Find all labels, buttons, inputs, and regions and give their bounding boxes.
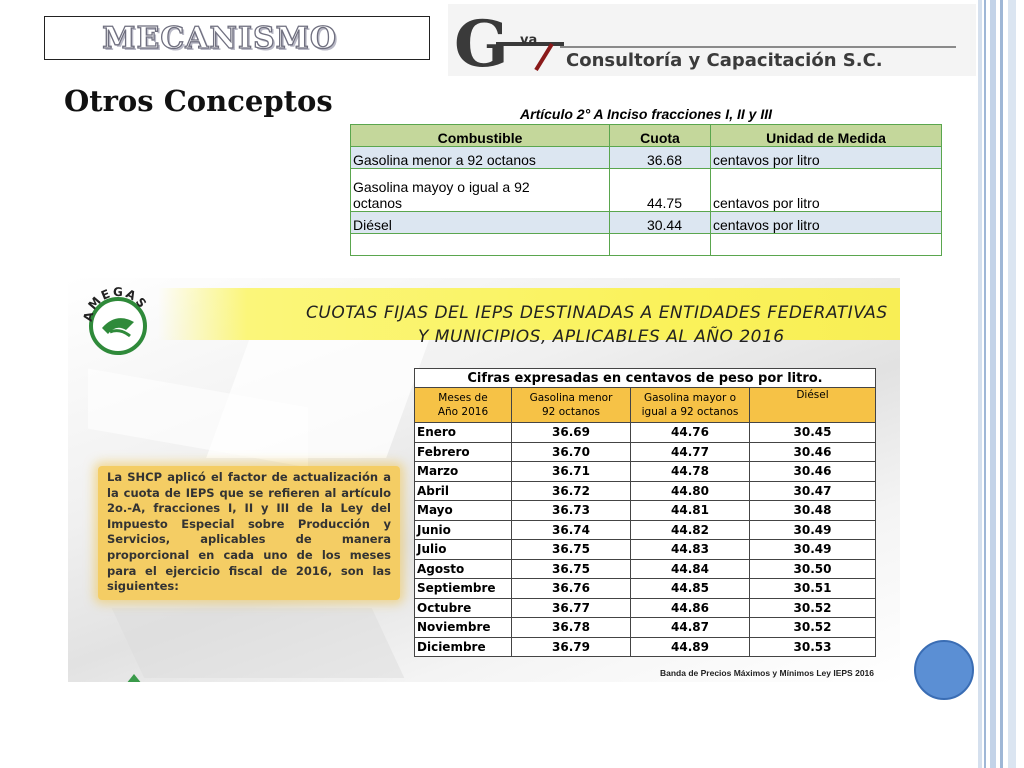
- side-rail: [990, 0, 996, 768]
- table-row: [351, 169, 942, 212]
- value-cell: 44.86: [631, 598, 750, 618]
- value-cell: 44.77: [631, 442, 750, 462]
- month-cell: Junio: [415, 520, 512, 540]
- title-banner: [158, 288, 900, 347]
- table-caption-row: [415, 369, 876, 388]
- value-cell: 36.77: [512, 598, 631, 618]
- month-cell: Agosto: [415, 559, 512, 579]
- value-cell: 30.51: [750, 579, 876, 599]
- cell-line: Gasolina mayoy o igual a 92: [353, 179, 530, 195]
- table-row: [415, 442, 876, 462]
- value-cell: 44.80: [631, 481, 750, 501]
- table-row: [351, 147, 942, 169]
- value-cell: 36.79: [512, 637, 631, 657]
- value-cell: 30.49: [750, 540, 876, 560]
- table-row: [415, 540, 876, 560]
- value-cell: 30.46: [750, 442, 876, 462]
- table-cell: Diésel: [351, 212, 610, 234]
- value-cell: 36.70: [512, 442, 631, 462]
- column-header: Unidad de Medida: [711, 125, 942, 147]
- cell-line: octanos: [353, 195, 403, 211]
- decorative-circle: [914, 640, 974, 700]
- column-header: Cuota: [610, 125, 711, 147]
- value-cell: 36.69: [512, 423, 631, 443]
- side-rail: [978, 0, 982, 768]
- table-row: [415, 423, 876, 443]
- table-row: [415, 462, 876, 482]
- side-rail: [1008, 0, 1016, 768]
- month-cell: Octubre: [415, 598, 512, 618]
- value-cell: 36.76: [512, 579, 631, 599]
- value-cell: 30.45: [750, 423, 876, 443]
- header-line: Año 2016: [437, 406, 489, 418]
- monthly-quota-table: [414, 368, 876, 657]
- value-cell: 44.84: [631, 559, 750, 579]
- side-rail: [984, 0, 986, 768]
- month-cell: Noviembre: [415, 618, 512, 638]
- month-cell: Julio: [415, 540, 512, 560]
- gva-logo-icon: [452, 4, 572, 76]
- table-row: [415, 637, 876, 657]
- table-row: [415, 618, 876, 638]
- amegas-image: [68, 278, 900, 682]
- banner-line-2: Y MUNICIPIOS, APLICABLES AL AÑO 2016: [418, 327, 785, 347]
- value-cell: 36.75: [512, 559, 631, 579]
- value-cell: 36.74: [512, 520, 631, 540]
- side-rail: [1000, 0, 1003, 768]
- table-row: [415, 501, 876, 521]
- svg-text:G: G: [454, 7, 509, 76]
- table-cell: centavos por litro: [711, 169, 942, 212]
- header-line: 92 octanos: [542, 406, 600, 418]
- value-cell: 30.49: [750, 520, 876, 540]
- value-cell: 36.72: [512, 481, 631, 501]
- amegas-logo-text: AMEGAS: [80, 284, 151, 323]
- logo-divider: [560, 46, 956, 48]
- month-cell: Septiembre: [415, 579, 512, 599]
- table-row: [351, 212, 942, 234]
- value-cell: 44.87: [631, 618, 750, 638]
- table-row: [415, 559, 876, 579]
- value-cell: 30.46: [750, 462, 876, 482]
- value-cell: 30.48: [750, 501, 876, 521]
- column-header: [415, 388, 512, 423]
- value-cell: 30.52: [750, 618, 876, 638]
- banner-line-1: CUOTAS FIJAS DEL IEPS DESTINADAS A ENTIDADES FEDERATIVAS: [306, 303, 888, 323]
- table-cell: Gasolina menor a 92 octanos: [351, 147, 610, 169]
- mecanismo-title: MECANISMO: [102, 21, 337, 56]
- value-cell: 30.50: [750, 559, 876, 579]
- logo-company-name: Consultoría y Capacitación S.C.: [566, 50, 883, 71]
- table-row: [415, 598, 876, 618]
- section-title: Otros Conceptos: [64, 84, 333, 118]
- column-header: Combustible: [351, 125, 610, 147]
- table-cell: 36.68: [610, 147, 711, 169]
- value-cell: 44.83: [631, 540, 750, 560]
- table-row: [415, 579, 876, 599]
- value-cell: 36.71: [512, 462, 631, 482]
- value-cell: 44.85: [631, 579, 750, 599]
- column-header: [512, 388, 631, 423]
- company-logo: [448, 4, 976, 76]
- table-cell: centavos por litro: [711, 147, 942, 169]
- value-cell: 44.81: [631, 501, 750, 521]
- value-cell: 36.75: [512, 540, 631, 560]
- shcp-text: La SHCP aplicó el factor de actualización a la cuota de IEPS que se refieren al artículo 2o.-A, fracciones I, II y III de la Ley del Impuesto Especial sobre Producción y Servicios, aplicables de manera proporcional en cada uno de los meses para el ejercicio fiscal de 2016, son las siguientes:: [107, 470, 391, 594]
- value-cell: 30.47: [750, 481, 876, 501]
- articulo-title: Artículo 2° A Inciso fracciones I, II y III: [520, 106, 772, 122]
- value-cell: 44.76: [631, 423, 750, 443]
- fuel-quota-table: [350, 124, 942, 256]
- value-cell: 36.73: [512, 501, 631, 521]
- month-cell: Diciembre: [415, 637, 512, 657]
- table-cell: [610, 234, 711, 256]
- header-line: igual a 92 octanos: [641, 406, 739, 418]
- table-header-row: [351, 125, 942, 147]
- table-cell: 30.44: [610, 212, 711, 234]
- value-cell: 30.52: [750, 598, 876, 618]
- source-note: Banda de Precios Máximos y Mínimos Ley IEPS 2016: [660, 668, 875, 678]
- triangle-icon: [126, 674, 142, 682]
- header-line: Gasolina mayor o: [643, 392, 737, 404]
- header-line: Diésel: [796, 389, 829, 401]
- value-cell: 44.78: [631, 462, 750, 482]
- table-cell: [351, 169, 610, 212]
- amegas-logo-icon: [80, 282, 154, 356]
- month-cell: Mayo: [415, 501, 512, 521]
- mecanismo-box: [44, 16, 430, 60]
- value-cell: 44.82: [631, 520, 750, 540]
- value-cell: 36.78: [512, 618, 631, 638]
- table-caption: Cifras expresadas en centavos de peso por litro.: [415, 369, 876, 388]
- background-shape: [112, 608, 405, 678]
- table-cell: [711, 234, 942, 256]
- month-cell: Abril: [415, 481, 512, 501]
- month-cell: Febrero: [415, 442, 512, 462]
- table-body: [415, 423, 876, 657]
- table-row-empty: [351, 234, 942, 256]
- table-header-row: [415, 388, 876, 423]
- column-header: [631, 388, 750, 423]
- table-cell: [351, 234, 610, 256]
- month-cell: Marzo: [415, 462, 512, 482]
- table-row: [415, 481, 876, 501]
- month-cell: Enero: [415, 423, 512, 443]
- logo-initials: va: [520, 33, 538, 48]
- table-cell: centavos por litro: [711, 212, 942, 234]
- value-cell: 44.89: [631, 637, 750, 657]
- table-cell: 44.75: [610, 169, 711, 212]
- column-header: [750, 388, 876, 423]
- value-cell: 30.53: [750, 637, 876, 657]
- header-line: Meses de: [438, 392, 488, 404]
- header-line: Gasolina menor: [529, 392, 613, 404]
- shcp-note: [98, 466, 400, 600]
- table-row: [415, 520, 876, 540]
